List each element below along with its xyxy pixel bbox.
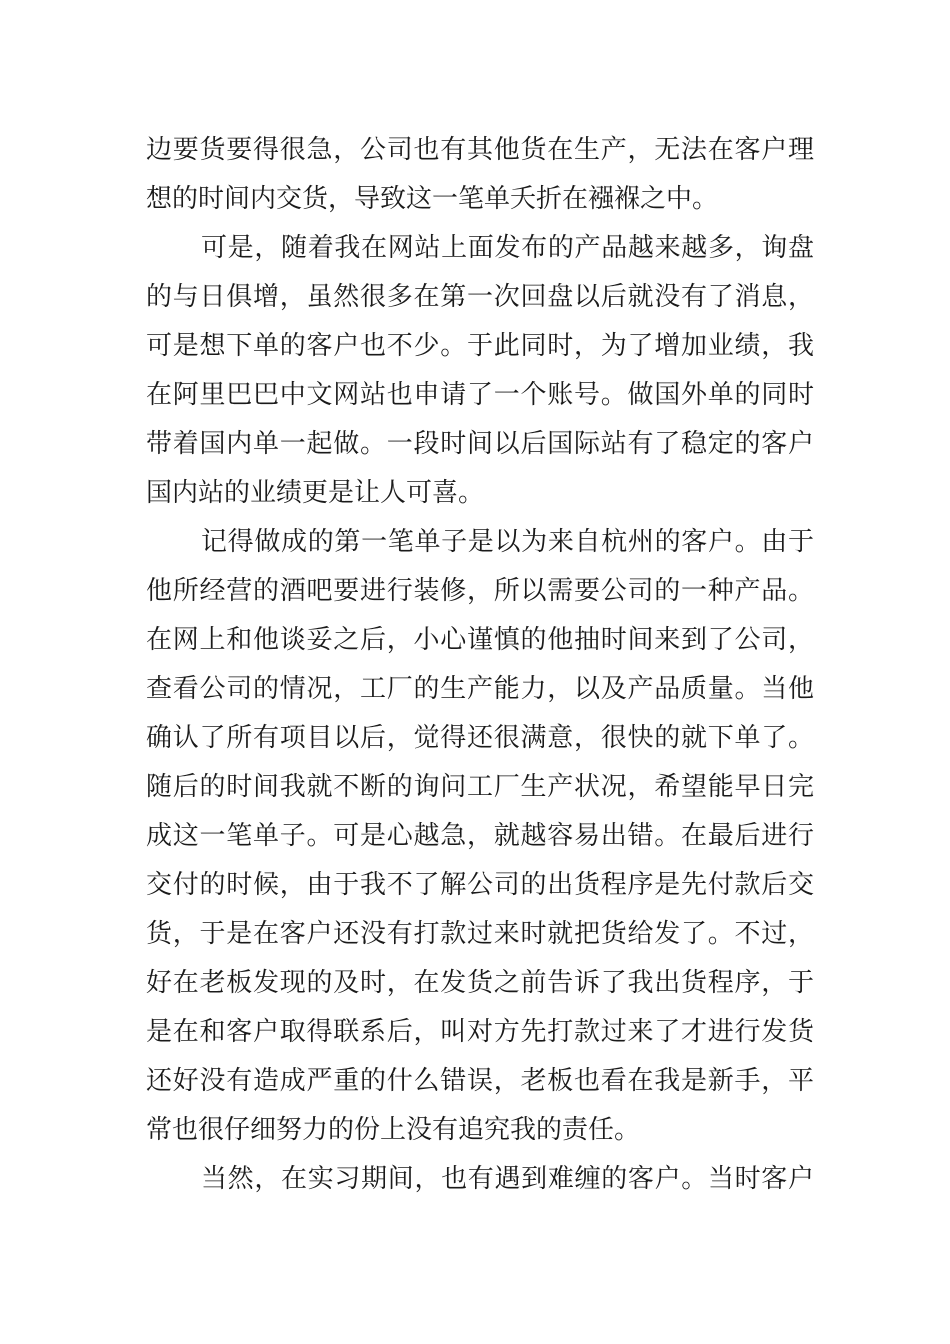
text-line: 当然，在实习期间，也有遇到难缠的客户。当时客户 bbox=[201, 1164, 814, 1194]
text-line: 他所经营的酒吧要进行装修，所以需要公司的一种产品。 bbox=[146, 576, 814, 606]
text-line: 在网上和他谈妥之后，小心谨慎的他抽时间来到了公司， bbox=[146, 625, 814, 655]
text-line: 随后的时间我就不断的询问工厂生产状况，希望能早日完 bbox=[146, 772, 814, 802]
text-line: 记得做成的第一笔单子是以为来自杭州的客户。由于 bbox=[201, 527, 814, 557]
text-line: 是在和客户取得联系后，叫对方先打款过来了才进行发货 bbox=[146, 1017, 814, 1047]
text-line: 可是想下单的客户也不少。于此同时，为了增加业绩，我 bbox=[146, 331, 814, 361]
paragraph bbox=[146, 224, 814, 518]
text-line: 带着国内单一起做。一段时间以后国际站有了稳定的客户 bbox=[146, 429, 814, 459]
text-line: 边要货要得很急，公司也有其他货在生产，无法在客户理 bbox=[146, 135, 814, 165]
text-line: 还好没有造成严重的什么错误，老板也看在我是新手，平 bbox=[146, 1066, 814, 1096]
paragraph bbox=[146, 518, 814, 1155]
text-line: 确认了所有项目以后，觉得还很满意，很快的就下单了。 bbox=[146, 723, 814, 753]
paragraph bbox=[146, 126, 814, 224]
text-line: 想的时间内交货，导致这一笔单夭折在襁褓之中。 bbox=[146, 184, 719, 214]
text-line: 的与日俱增，虽然很多在第一次回盘以后就没有了消息， bbox=[146, 282, 814, 312]
text-line: 在阿里巴巴中文网站也申请了一个账号。做国外单的同时 bbox=[146, 380, 814, 410]
text-line: 常也很仔细努力的份上没有追究我的责任。 bbox=[146, 1115, 641, 1145]
paragraph bbox=[146, 1155, 814, 1204]
text-line: 查看公司的情况，工厂的生产能力，以及产品质量。当他 bbox=[146, 674, 814, 704]
text-line: 货，于是在客户还没有打款过来时就把货给发了。不过， bbox=[146, 919, 814, 949]
text-line: 国内站的业绩更是让人可喜。 bbox=[146, 478, 485, 508]
document-page bbox=[146, 126, 814, 1204]
text-line: 可是，随着我在网站上面发布的产品越来越多，询盘 bbox=[201, 233, 814, 263]
text-line: 交付的时候，由于我不了解公司的出货程序是先付款后交 bbox=[146, 870, 814, 900]
text-line: 成这一笔单子。可是心越急，就越容易出错。在最后进行 bbox=[146, 821, 814, 851]
text-line: 好在老板发现的及时，在发货之前告诉了我出货程序，于 bbox=[146, 968, 814, 998]
